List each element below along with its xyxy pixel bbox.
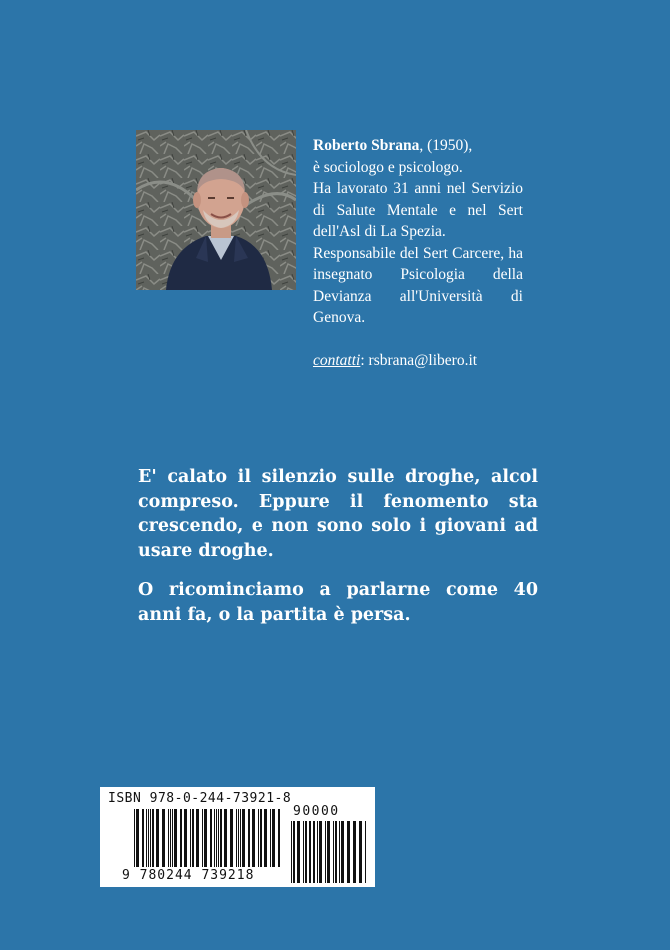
barcode-bar (210, 809, 212, 867)
barcode-bar (303, 821, 304, 883)
barcode-bar (242, 809, 245, 867)
back-cover-blurb (138, 465, 538, 627)
barcode-bar (224, 809, 227, 867)
barcode-bar (214, 809, 215, 867)
barcode-bar (252, 809, 255, 867)
barcode-bar (156, 809, 159, 867)
bio-line-career: Ha lavorato 31 anni nel Servizio di Salute Mentale e nel Sert dell'Asl di La Spezia. (313, 180, 523, 240)
barcode-bar (305, 821, 307, 883)
author-year: , (1950), (419, 137, 473, 154)
barcode-bar (162, 809, 165, 867)
author-photo (136, 130, 296, 290)
contact-label: contatti (313, 352, 361, 369)
contact-separator: : (360, 352, 369, 369)
barcode-bar (204, 809, 207, 867)
barcode-bar (184, 809, 187, 867)
barcode-bar (236, 809, 237, 867)
barcode-bar (309, 821, 311, 883)
barcode-bar (230, 809, 233, 867)
author-name: Roberto Sbrana (313, 137, 420, 154)
barcode-bar (190, 809, 191, 867)
barcode-bar (202, 809, 203, 867)
bio-line-teaching: Responsabile del Sert Carcere, ha insegnato Psicologia della Devianza all'Università di Genova. (313, 244, 523, 326)
barcode-bar (168, 809, 169, 867)
barcode-bar (325, 821, 326, 883)
addon-digits: 90000 (293, 804, 340, 819)
barcode-bar (297, 821, 300, 883)
ean-digits: 9 780244 739218 (122, 868, 255, 883)
barcode-bar (192, 809, 194, 867)
barcode-bar (333, 821, 334, 883)
barcode-bar (327, 821, 330, 883)
barcode-bar (313, 821, 315, 883)
barcode-bar (152, 809, 154, 867)
barcode-bar (218, 809, 219, 867)
barcode-bar (238, 809, 239, 867)
barcode-bar (196, 809, 199, 867)
author-bio (313, 135, 523, 372)
isbn-label: ISBN 978-0-244-73921-8 (108, 791, 292, 806)
blurb-paragraph-1: E' calato il silenzio sulle droghe, alcol compreso. Eppure il fenomento sta crescendo, e non sono solo i giovani ad usare droghe. (138, 467, 538, 561)
barcode-bar (150, 809, 151, 867)
barcode-bar (260, 809, 262, 867)
barcode-bar (359, 821, 362, 883)
barcode-bar (258, 809, 259, 867)
barcode-bar (148, 809, 149, 867)
barcode-bar (317, 821, 318, 883)
barcode-bar (319, 821, 322, 883)
contact-email[interactable]: rsbrana@libero.it (368, 352, 478, 369)
barcode-bar (335, 821, 337, 883)
barcode-bar (347, 821, 350, 883)
barcode-bar (291, 821, 292, 883)
barcode-bar (142, 809, 144, 867)
contact-line (313, 350, 523, 372)
barcode-bar (264, 809, 267, 867)
barcode-bar (341, 821, 344, 883)
barcode-bar (170, 809, 171, 867)
barcode-bar (180, 809, 182, 867)
barcode-bar (270, 809, 271, 867)
barcode-bar (353, 821, 356, 883)
blurb-paragraph-2: O ricominciamo a parlarne come 40 anni fa, o la partita è persa. (138, 580, 538, 625)
barcode-bar (174, 809, 177, 867)
barcode-bar (240, 809, 241, 867)
barcode-bar (216, 809, 217, 867)
barcode-bar (134, 809, 135, 867)
barcode-bar (278, 809, 280, 867)
author-portrait-image (136, 130, 296, 290)
barcode-bar (339, 821, 340, 883)
bio-line-profession: è sociologo e psicologo. (313, 158, 463, 176)
barcode-bar (365, 821, 366, 883)
barcode-bar (248, 809, 250, 867)
barcode-bar (272, 809, 275, 867)
barcode-bar (293, 821, 295, 883)
barcode-bar (172, 809, 173, 867)
barcode-bar (220, 809, 222, 867)
barcode-bar (146, 809, 147, 867)
author-name-line (313, 135, 523, 157)
barcode-bar (136, 809, 139, 867)
isbn-barcode (100, 787, 375, 887)
